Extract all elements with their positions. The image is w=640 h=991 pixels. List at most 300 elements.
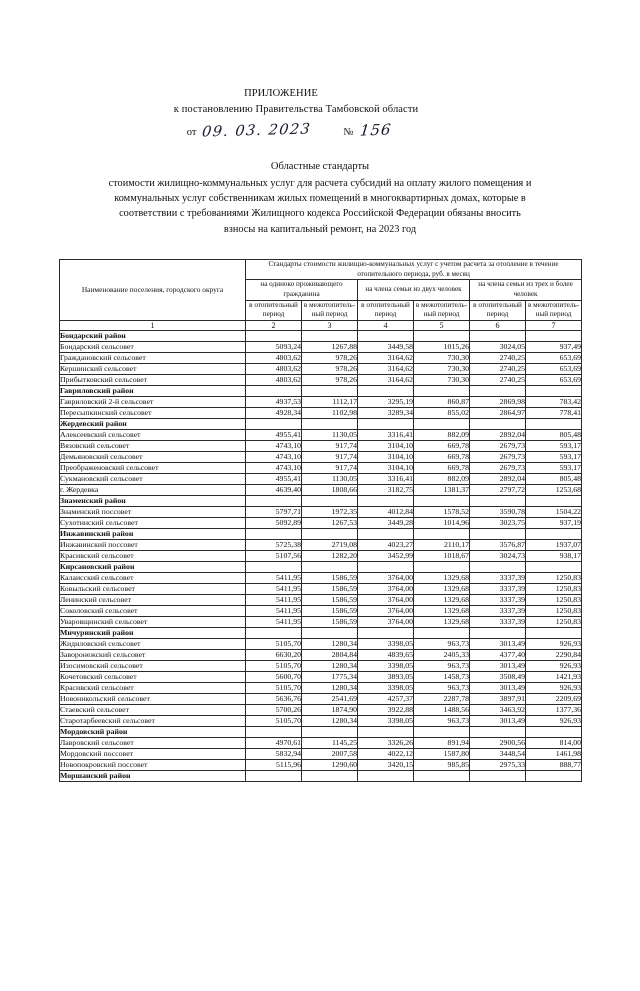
value-cell: 3326,26 xyxy=(358,737,414,748)
value-cell: 3420,15 xyxy=(358,759,414,770)
settlement-name: Преображеновский сельсовет xyxy=(60,462,246,473)
value-cell: 3764,00 xyxy=(358,616,414,627)
value-cell: 3013,49 xyxy=(470,682,526,693)
value-cell xyxy=(246,561,302,572)
value-cell: 1972,35 xyxy=(302,506,358,517)
table-row xyxy=(60,693,582,704)
value-cell: 3013,49 xyxy=(470,638,526,649)
value-cell: 917,74 xyxy=(302,451,358,462)
table-row xyxy=(60,462,582,473)
value-cell xyxy=(302,627,358,638)
col-header-single-heating: в отопительный период xyxy=(246,300,302,320)
value-cell xyxy=(302,561,358,572)
value-cell: 926,93 xyxy=(526,715,582,726)
value-cell: 3337,39 xyxy=(470,594,526,605)
table-row xyxy=(60,352,582,363)
value-cell: 4803,62 xyxy=(246,374,302,385)
value-cell xyxy=(526,418,582,429)
value-cell: 1381,37 xyxy=(414,484,470,495)
value-cell xyxy=(246,627,302,638)
value-cell xyxy=(414,418,470,429)
date-prefix-label: от xyxy=(186,127,197,138)
value-cell: 3764,00 xyxy=(358,605,414,616)
value-cell: 1586,59 xyxy=(302,594,358,605)
value-cell: 4937,53 xyxy=(246,396,302,407)
value-cell: 669,78 xyxy=(414,451,470,462)
settlement-name: Заворонежский сельсовет xyxy=(60,649,246,660)
settlement-name: Знаменский поссовет xyxy=(60,506,246,517)
value-cell: 3337,39 xyxy=(470,616,526,627)
district-name: Моршанский район xyxy=(60,770,246,781)
district-header-row xyxy=(60,770,582,781)
table-row xyxy=(60,682,582,693)
value-cell: 3448,54 xyxy=(470,748,526,759)
value-cell xyxy=(358,330,414,341)
table-row xyxy=(60,715,582,726)
settlement-name: Стаевский сельсовет xyxy=(60,704,246,715)
district-header-row xyxy=(60,561,582,572)
value-cell: 653,69 xyxy=(526,374,582,385)
settlement-name: Жидиловский сельсовет xyxy=(60,638,246,649)
value-cell: 5115,96 xyxy=(246,759,302,770)
district-name: Инжавинский район xyxy=(60,528,246,539)
table-row xyxy=(60,583,582,594)
value-cell xyxy=(526,770,582,781)
value-cell: 3337,39 xyxy=(470,583,526,594)
value-cell: 2541,69 xyxy=(302,693,358,704)
value-cell: 926,93 xyxy=(526,660,582,671)
colnum-7: 7 xyxy=(526,320,582,330)
value-cell: 5093,24 xyxy=(246,341,302,352)
value-cell: 963,73 xyxy=(414,715,470,726)
col-header-group-two: на члена семьи из двух человек xyxy=(358,280,470,300)
value-cell: 3452,99 xyxy=(358,550,414,561)
value-cell: 3023,75 xyxy=(470,517,526,528)
value-cell xyxy=(302,385,358,396)
value-cell: 3337,39 xyxy=(470,572,526,583)
value-cell: 3013,49 xyxy=(470,715,526,726)
col-header-top-group: Стандарты стоимости жилищно-коммунальных услуг с учетом расчета за отопление в течение отопительного периода, руб. в месяц xyxy=(246,259,582,280)
value-cell: 814,00 xyxy=(526,737,582,748)
colnum-5: 5 xyxy=(414,320,470,330)
decree-number-handwritten: 156 xyxy=(358,120,393,140)
value-cell xyxy=(246,385,302,396)
value-cell: 783,42 xyxy=(526,396,582,407)
settlement-name: Пересыпкинский сельсовет xyxy=(60,407,246,418)
value-cell: 1280,34 xyxy=(302,660,358,671)
value-cell: 669,78 xyxy=(414,440,470,451)
district-header-row xyxy=(60,627,582,638)
colnum-4: 4 xyxy=(358,320,414,330)
value-cell: 5105,70 xyxy=(246,660,302,671)
district-name: Гавриловский район xyxy=(60,385,246,396)
value-cell: 5105,70 xyxy=(246,638,302,649)
value-cell: 1329,68 xyxy=(414,616,470,627)
value-cell: 937,49 xyxy=(526,341,582,352)
value-cell: 3764,00 xyxy=(358,594,414,605)
value-cell: 3164,62 xyxy=(358,352,414,363)
value-cell: 963,73 xyxy=(414,660,470,671)
settlement-name: Ленинский сельсовет xyxy=(60,594,246,605)
value-cell: 2679,73 xyxy=(470,451,526,462)
value-cell: 1586,59 xyxy=(302,583,358,594)
value-cell: 3398,05 xyxy=(358,682,414,693)
value-cell: 3398,05 xyxy=(358,638,414,649)
value-cell: 3922,88 xyxy=(358,704,414,715)
district-header-row xyxy=(60,528,582,539)
value-cell: 2110,17 xyxy=(414,539,470,550)
value-cell: 2679,73 xyxy=(470,440,526,451)
value-cell xyxy=(470,561,526,572)
value-cell: 3590,78 xyxy=(470,506,526,517)
value-cell: 4803,62 xyxy=(246,363,302,374)
value-cell: 2869,98 xyxy=(470,396,526,407)
value-cell xyxy=(526,385,582,396)
header-row-top xyxy=(60,259,582,280)
value-cell: 4803,62 xyxy=(246,352,302,363)
settlement-name: Новоникольский сельсовет xyxy=(60,693,246,704)
value-cell: 1586,59 xyxy=(302,616,358,627)
value-cell: 1253,68 xyxy=(526,484,582,495)
value-cell: 4955,41 xyxy=(246,429,302,440)
value-cell xyxy=(414,770,470,781)
value-cell: 963,73 xyxy=(414,638,470,649)
settlement-name: Красивский сельсовет xyxy=(60,682,246,693)
value-cell: 937,19 xyxy=(526,517,582,528)
value-cell: 3316,41 xyxy=(358,473,414,484)
value-cell xyxy=(526,726,582,737)
value-cell: 1282,20 xyxy=(302,550,358,561)
value-cell xyxy=(470,627,526,638)
value-cell: 3024,05 xyxy=(470,341,526,352)
value-cell: 3289,34 xyxy=(358,407,414,418)
value-cell xyxy=(414,528,470,539)
value-cell: 5411,95 xyxy=(246,594,302,605)
table-row xyxy=(60,506,582,517)
value-cell: 917,74 xyxy=(302,462,358,473)
value-cell xyxy=(470,330,526,341)
value-cell: 5107,56 xyxy=(246,550,302,561)
value-cell xyxy=(414,330,470,341)
value-cell: 2405,33 xyxy=(414,649,470,660)
value-cell: 1329,68 xyxy=(414,583,470,594)
value-cell: 593,17 xyxy=(526,462,582,473)
settlement-name: Демьяновский сельсовет xyxy=(60,451,246,462)
value-cell: 1874,90 xyxy=(302,704,358,715)
table-body xyxy=(60,330,582,781)
district-header-row xyxy=(60,330,582,341)
value-cell: 3024,73 xyxy=(470,550,526,561)
value-cell: 3893,05 xyxy=(358,671,414,682)
table-row xyxy=(60,484,582,495)
value-cell: 1267,53 xyxy=(302,517,358,528)
value-cell: 1130,05 xyxy=(302,473,358,484)
col-header-two-nonheating: в межотопитель-ный период xyxy=(414,300,470,320)
value-cell: 1775,34 xyxy=(302,671,358,682)
value-cell: 1280,34 xyxy=(302,638,358,649)
table-row xyxy=(60,374,582,385)
col-header-settlement-name: Наименование поселения, городского округа xyxy=(60,259,246,320)
table-row xyxy=(60,649,582,660)
value-cell: 4257,37 xyxy=(358,693,414,704)
value-cell: 653,69 xyxy=(526,363,582,374)
value-cell: 3449,28 xyxy=(358,517,414,528)
value-cell: 5105,70 xyxy=(246,715,302,726)
value-cell: 1250,83 xyxy=(526,583,582,594)
value-cell xyxy=(414,726,470,737)
number-prefix-label: № xyxy=(343,127,354,138)
title-subline-4: взносы на капитальный ремонт, на 2023 год xyxy=(223,223,417,235)
value-cell xyxy=(526,561,582,572)
value-cell xyxy=(358,627,414,638)
value-cell: 778,41 xyxy=(526,407,582,418)
value-cell: 805,48 xyxy=(526,473,582,484)
value-cell: 5411,95 xyxy=(246,583,302,594)
value-cell: 4970,61 xyxy=(246,737,302,748)
value-cell: 978,26 xyxy=(302,352,358,363)
value-cell xyxy=(246,528,302,539)
value-cell: 4023,27 xyxy=(358,539,414,550)
table-row xyxy=(60,704,582,715)
value-cell: 3104,10 xyxy=(358,451,414,462)
settlement-name: Сухотинский сельсовет xyxy=(60,517,246,528)
decree-date-number-row xyxy=(0,121,562,139)
value-cell: 5411,95 xyxy=(246,572,302,583)
value-cell: 1488,56 xyxy=(414,704,470,715)
value-cell: 5725,38 xyxy=(246,539,302,550)
district-name: Бондарский район xyxy=(60,330,246,341)
document-title-block xyxy=(0,161,640,237)
value-cell: 1290,60 xyxy=(302,759,358,770)
district-header-row xyxy=(60,495,582,506)
table-row xyxy=(60,429,582,440)
value-cell: 860,87 xyxy=(414,396,470,407)
value-cell xyxy=(414,495,470,506)
value-cell: 2719,08 xyxy=(302,539,358,550)
table-row xyxy=(60,440,582,451)
value-cell xyxy=(302,418,358,429)
value-cell: 3463,92 xyxy=(470,704,526,715)
value-cell xyxy=(246,726,302,737)
settlement-name: Граждановский сельсовет xyxy=(60,352,246,363)
value-cell: 653,69 xyxy=(526,352,582,363)
value-cell xyxy=(470,770,526,781)
value-cell: 3764,00 xyxy=(358,572,414,583)
value-cell: 4743,10 xyxy=(246,462,302,473)
value-cell xyxy=(302,528,358,539)
value-cell: 1586,59 xyxy=(302,572,358,583)
value-cell: 730,30 xyxy=(414,352,470,363)
value-cell: 669,78 xyxy=(414,462,470,473)
value-cell: 4012,84 xyxy=(358,506,414,517)
value-cell: 3508,49 xyxy=(470,671,526,682)
value-cell xyxy=(246,770,302,781)
table-row xyxy=(60,759,582,770)
value-cell xyxy=(526,495,582,506)
value-cell: 3164,62 xyxy=(358,363,414,374)
value-cell: 2209,69 xyxy=(526,693,582,704)
value-cell xyxy=(358,726,414,737)
value-cell: 1250,83 xyxy=(526,605,582,616)
value-cell xyxy=(470,528,526,539)
value-cell xyxy=(358,385,414,396)
value-cell: 3295,19 xyxy=(358,396,414,407)
colnum-3: 3 xyxy=(302,320,358,330)
value-cell: 855,02 xyxy=(414,407,470,418)
value-cell xyxy=(414,561,470,572)
value-cell: 4955,41 xyxy=(246,473,302,484)
value-cell: 4839,65 xyxy=(358,649,414,660)
settlement-name: Изосимовский сельсовет xyxy=(60,660,246,671)
value-cell: 2975,33 xyxy=(470,759,526,770)
settlement-name: г. Жердевка xyxy=(60,484,246,495)
value-cell xyxy=(358,528,414,539)
value-cell xyxy=(246,418,302,429)
value-cell: 2007,58 xyxy=(302,748,358,759)
value-cell: 2864,97 xyxy=(470,407,526,418)
settlement-name: Инжавинский поссовет xyxy=(60,539,246,550)
value-cell xyxy=(302,770,358,781)
value-cell: 1145,25 xyxy=(302,737,358,748)
value-cell: 730,30 xyxy=(414,374,470,385)
table-row xyxy=(60,748,582,759)
table-row xyxy=(60,605,582,616)
value-cell: 4639,40 xyxy=(246,484,302,495)
value-cell: 5797,71 xyxy=(246,506,302,517)
col-header-three-heating: в отопительный период xyxy=(470,300,526,320)
table-row xyxy=(60,407,582,418)
table-row xyxy=(60,396,582,407)
value-cell: 2290,84 xyxy=(526,649,582,660)
value-cell xyxy=(470,385,526,396)
value-cell: 3316,41 xyxy=(358,429,414,440)
table-row xyxy=(60,341,582,352)
value-cell: 1808,66 xyxy=(302,484,358,495)
value-cell: 5092,89 xyxy=(246,517,302,528)
colnum-1: 1 xyxy=(60,320,246,330)
settlement-name: Вязовский сельсовет xyxy=(60,440,246,451)
value-cell: 3449,58 xyxy=(358,341,414,352)
standards-table xyxy=(59,259,582,782)
value-cell: 2740,25 xyxy=(470,363,526,374)
value-cell: 2740,25 xyxy=(470,352,526,363)
colnum-6: 6 xyxy=(470,320,526,330)
settlement-name: Старотарбеевский сельсовет xyxy=(60,715,246,726)
value-cell: 3897,91 xyxy=(470,693,526,704)
value-cell: 917,74 xyxy=(302,440,358,451)
value-cell: 3337,39 xyxy=(470,605,526,616)
value-cell: 2892,04 xyxy=(470,473,526,484)
value-cell: 1377,36 xyxy=(526,704,582,715)
table-row xyxy=(60,671,582,682)
table-row xyxy=(60,451,582,462)
district-name: Мичуринский район xyxy=(60,627,246,638)
value-cell: 5411,95 xyxy=(246,605,302,616)
value-cell xyxy=(302,495,358,506)
value-cell: 1015,26 xyxy=(414,341,470,352)
value-cell: 1267,88 xyxy=(302,341,358,352)
value-cell: 926,93 xyxy=(526,638,582,649)
value-cell: 1329,68 xyxy=(414,594,470,605)
col-header-three-nonheating: в межотопитель-ный период xyxy=(526,300,582,320)
value-cell: 730,30 xyxy=(414,363,470,374)
value-cell: 3104,10 xyxy=(358,462,414,473)
value-cell: 1329,68 xyxy=(414,572,470,583)
value-cell xyxy=(302,726,358,737)
value-cell xyxy=(358,561,414,572)
value-cell: 1130,05 xyxy=(302,429,358,440)
district-name: Мордовский район xyxy=(60,726,246,737)
value-cell: 963,73 xyxy=(414,682,470,693)
appendix-label: ПРИЛОЖЕНИЕ xyxy=(244,88,318,99)
value-cell: 1102,98 xyxy=(302,407,358,418)
district-name: Жердевский район xyxy=(60,418,246,429)
table-head xyxy=(60,259,582,330)
value-cell: 978,26 xyxy=(302,363,358,374)
value-cell: 1112,17 xyxy=(302,396,358,407)
value-cell: 3104,10 xyxy=(358,440,414,451)
value-cell: 3013,49 xyxy=(470,660,526,671)
value-cell: 3398,05 xyxy=(358,715,414,726)
value-cell xyxy=(526,330,582,341)
settlement-name: Кочетовский сельсовет xyxy=(60,671,246,682)
table-row xyxy=(60,660,582,671)
col-header-two-heating: в отопительный период xyxy=(358,300,414,320)
value-cell: 985,85 xyxy=(414,759,470,770)
value-cell: 1937,07 xyxy=(526,539,582,550)
value-cell: 1329,68 xyxy=(414,605,470,616)
value-cell: 1280,34 xyxy=(302,682,358,693)
value-cell: 4928,34 xyxy=(246,407,302,418)
value-cell xyxy=(246,330,302,341)
value-cell: 1018,67 xyxy=(414,550,470,561)
settlement-name: Ковыльский сельсовет xyxy=(60,583,246,594)
value-cell: 5832,94 xyxy=(246,748,302,759)
value-cell xyxy=(414,385,470,396)
settlement-name: Калаисский сельсовет xyxy=(60,572,246,583)
table-row xyxy=(60,616,582,627)
value-cell: 938,17 xyxy=(526,550,582,561)
value-cell: 1014,96 xyxy=(414,517,470,528)
value-cell: 2797,72 xyxy=(470,484,526,495)
colnum-2: 2 xyxy=(246,320,302,330)
value-cell: 882,09 xyxy=(414,473,470,484)
value-cell: 1250,83 xyxy=(526,616,582,627)
value-cell: 1250,83 xyxy=(526,594,582,605)
col-header-group-three: на члена семьи из трех и более человек xyxy=(470,280,582,300)
decree-date-handwritten: 09. 03. 2023 xyxy=(201,121,313,141)
settlement-name: Соколовский сельсовет xyxy=(60,605,246,616)
value-cell: 4022,12 xyxy=(358,748,414,759)
table-row xyxy=(60,473,582,484)
value-cell: 1587,80 xyxy=(414,748,470,759)
settlement-name: Гавриловский 2-й сельсовет xyxy=(60,396,246,407)
value-cell: 805,48 xyxy=(526,429,582,440)
value-cell: 882,09 xyxy=(414,429,470,440)
col-header-group-single: на одиноко проживающего гражданина xyxy=(246,280,358,300)
settlement-name: Бондарский сельсовет xyxy=(60,341,246,352)
settlement-name: Мордовский поссовет xyxy=(60,748,246,759)
value-cell: 4743,10 xyxy=(246,440,302,451)
value-cell: 5105,70 xyxy=(246,682,302,693)
settlement-name: Красивский сельсовет xyxy=(60,550,246,561)
table-row xyxy=(60,594,582,605)
value-cell xyxy=(358,418,414,429)
value-cell: 2679,73 xyxy=(470,462,526,473)
settlement-name: Сукмановский сельсовет xyxy=(60,473,246,484)
value-cell: 1421,93 xyxy=(526,671,582,682)
title-subline-3: соответствии с требованиями Жилищного кодекса Российской Федерации обязаны вносить xyxy=(119,208,521,220)
